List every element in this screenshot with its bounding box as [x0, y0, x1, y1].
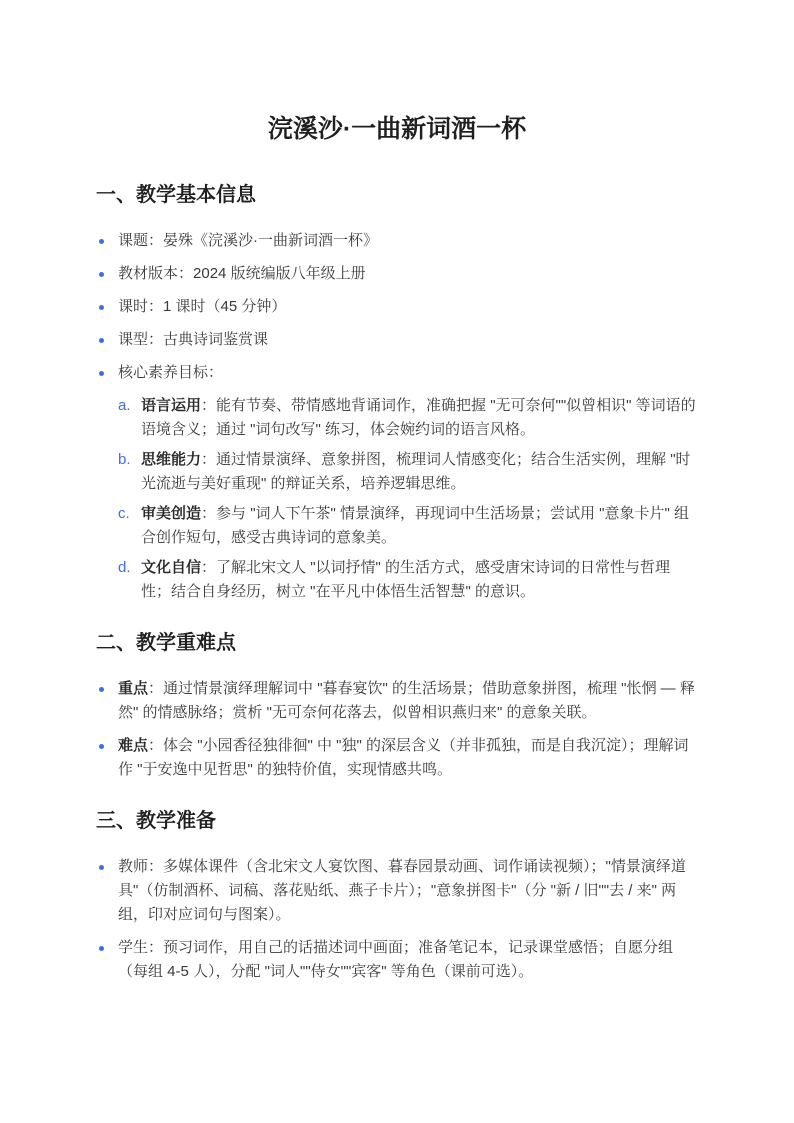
- list-item-keti: [96, 229, 698, 253]
- preparation-list: [96, 855, 698, 984]
- goal-text: 通过情景演绎、意象拼图，梳理词人情感变化；结合生活实例，理解 "时光流逝与美好重现" 的辩证关系，培养逻辑思维。: [141, 451, 691, 492]
- goal-label: 思维能力: [141, 451, 202, 468]
- goal-marker: b.: [118, 451, 131, 468]
- bullet-dot-icon: [99, 305, 104, 310]
- item-label: 重点: [118, 680, 149, 697]
- list-item-nandian: [96, 734, 698, 782]
- item-label: 课型: [118, 331, 149, 348]
- item-text: 晏殊《浣溪沙·一曲新词酒一杯》: [163, 232, 379, 249]
- goal-text: 了解北宋文人 "以词抒情" 的生活方式，感受唐宋诗词的日常性与哲理性；结合自身经历，树立 "在平凡中体悟生活智慧" 的意识。: [141, 559, 671, 600]
- list-item-kexing: [96, 328, 698, 352]
- colon: ：: [148, 680, 164, 697]
- section-heading-key-points: 二、教学重难点: [96, 632, 236, 654]
- item-text: 体会 "小园香径独徘徊" 中 "独" 的深层含义（并非孤独，而是自我沉淀）；理解词作 "于安逸中见哲思" 的独特价值，实现情感共鸣。: [118, 737, 689, 778]
- bullet-dot-icon: [99, 371, 104, 376]
- colon: ：: [148, 232, 164, 249]
- colon: ：: [148, 939, 164, 956]
- colon: ：: [201, 397, 217, 414]
- item-text: 1 课时（45 分钟）: [163, 298, 287, 315]
- colon: ：: [148, 298, 164, 315]
- goal-label: 语言运用: [141, 397, 202, 414]
- bullet-dot-icon: [99, 946, 104, 951]
- bullet-dot-icon: [99, 272, 104, 277]
- bullet-dot-icon: [99, 744, 104, 749]
- colon: ：: [208, 364, 224, 381]
- item-label: 核心素养目标: [118, 364, 209, 381]
- section-heading-basic-info: 一、教学基本信息: [96, 184, 256, 206]
- goal-marker: a.: [118, 397, 131, 414]
- item-text: 预习词作，用自己的话描述词中画面；准备笔记本，记录课堂感悟；自愿分组（每组 4-5 人），分配 "词人""侍女""宾客" 等角色（课前可选）。: [118, 939, 674, 980]
- goal-text: 能有节奏、带情感地背诵词作，准确把握 "无可奈何""似曾相识" 等词语的语境含义；通过 "词句改写" 练习，体会婉约词的语言风格。: [141, 397, 696, 438]
- colon: ：: [148, 331, 164, 348]
- bullet-dot-icon: [99, 865, 104, 870]
- colon: ：: [148, 737, 164, 754]
- goal-label: 审美创造: [141, 505, 202, 522]
- core-goal-list: [96, 394, 698, 604]
- item-label: 学生: [118, 939, 149, 956]
- goal-marker: d.: [118, 559, 131, 576]
- key-points-list: [96, 677, 698, 782]
- item-label: 教师: [118, 858, 149, 875]
- bullet-dot-icon: [99, 338, 104, 343]
- item-text: 通过情景演绎理解词中 "暮春宴饮" 的生活场景；借助意象拼图，梳理 "怅惘 — 释然" 的情感脉络；赏析 "无可奈何花落去，似曾相识燕归来" 的意象关联。: [118, 680, 695, 721]
- item-text: 2024 版统编版八年级上册: [193, 265, 366, 282]
- list-item-zhongdian: [96, 677, 698, 725]
- bullet-dot-icon: [99, 687, 104, 692]
- list-item-keshi: [96, 295, 698, 319]
- goal-item-language: [118, 394, 698, 442]
- goal-text: 参与 "词人下午茶" 情景演绎，再现词中生活场景；尝试用 "意象卡片" 组合创作短句，感受古典诗词的意象美。: [141, 505, 690, 546]
- item-label: 课题: [118, 232, 149, 249]
- colon: ：: [201, 505, 217, 522]
- item-text: 古典诗词鉴赏课: [163, 331, 269, 348]
- goal-label: 文化自信: [141, 559, 202, 576]
- colon: ：: [148, 858, 164, 875]
- section-heading-preparation: 三、教学准备: [96, 810, 216, 832]
- item-text: 多媒体课件（含北宋文人宴饮图、暮春园景动画、词作诵读视频）；"情景演绎道具"（仿制酒杯、词稿、落花贴纸、燕子卡片）；"意象拼图卡"（分 "新 / 旧""去 / 来" 两组，印对应词句与图案）。: [118, 858, 686, 923]
- item-label: 难点: [118, 737, 149, 754]
- item-label: 教材版本: [118, 265, 179, 282]
- basic-info-list: [96, 229, 698, 385]
- colon: ：: [178, 265, 194, 282]
- bullet-dot-icon: [99, 239, 104, 244]
- goal-item-aesthetic: [118, 502, 698, 550]
- list-item-jiaocai: [96, 262, 698, 286]
- colon: ：: [201, 451, 217, 468]
- goal-marker: c.: [118, 505, 130, 522]
- colon: ：: [201, 559, 217, 576]
- list-item-student: [96, 936, 698, 984]
- document-title: 浣溪沙·一曲新词酒一杯: [267, 115, 527, 143]
- list-item-core-goals: [96, 361, 698, 385]
- goal-item-thinking: [118, 448, 698, 496]
- list-item-teacher: [96, 855, 698, 927]
- goal-item-culture: [118, 556, 698, 604]
- item-label: 课时: [118, 298, 149, 315]
